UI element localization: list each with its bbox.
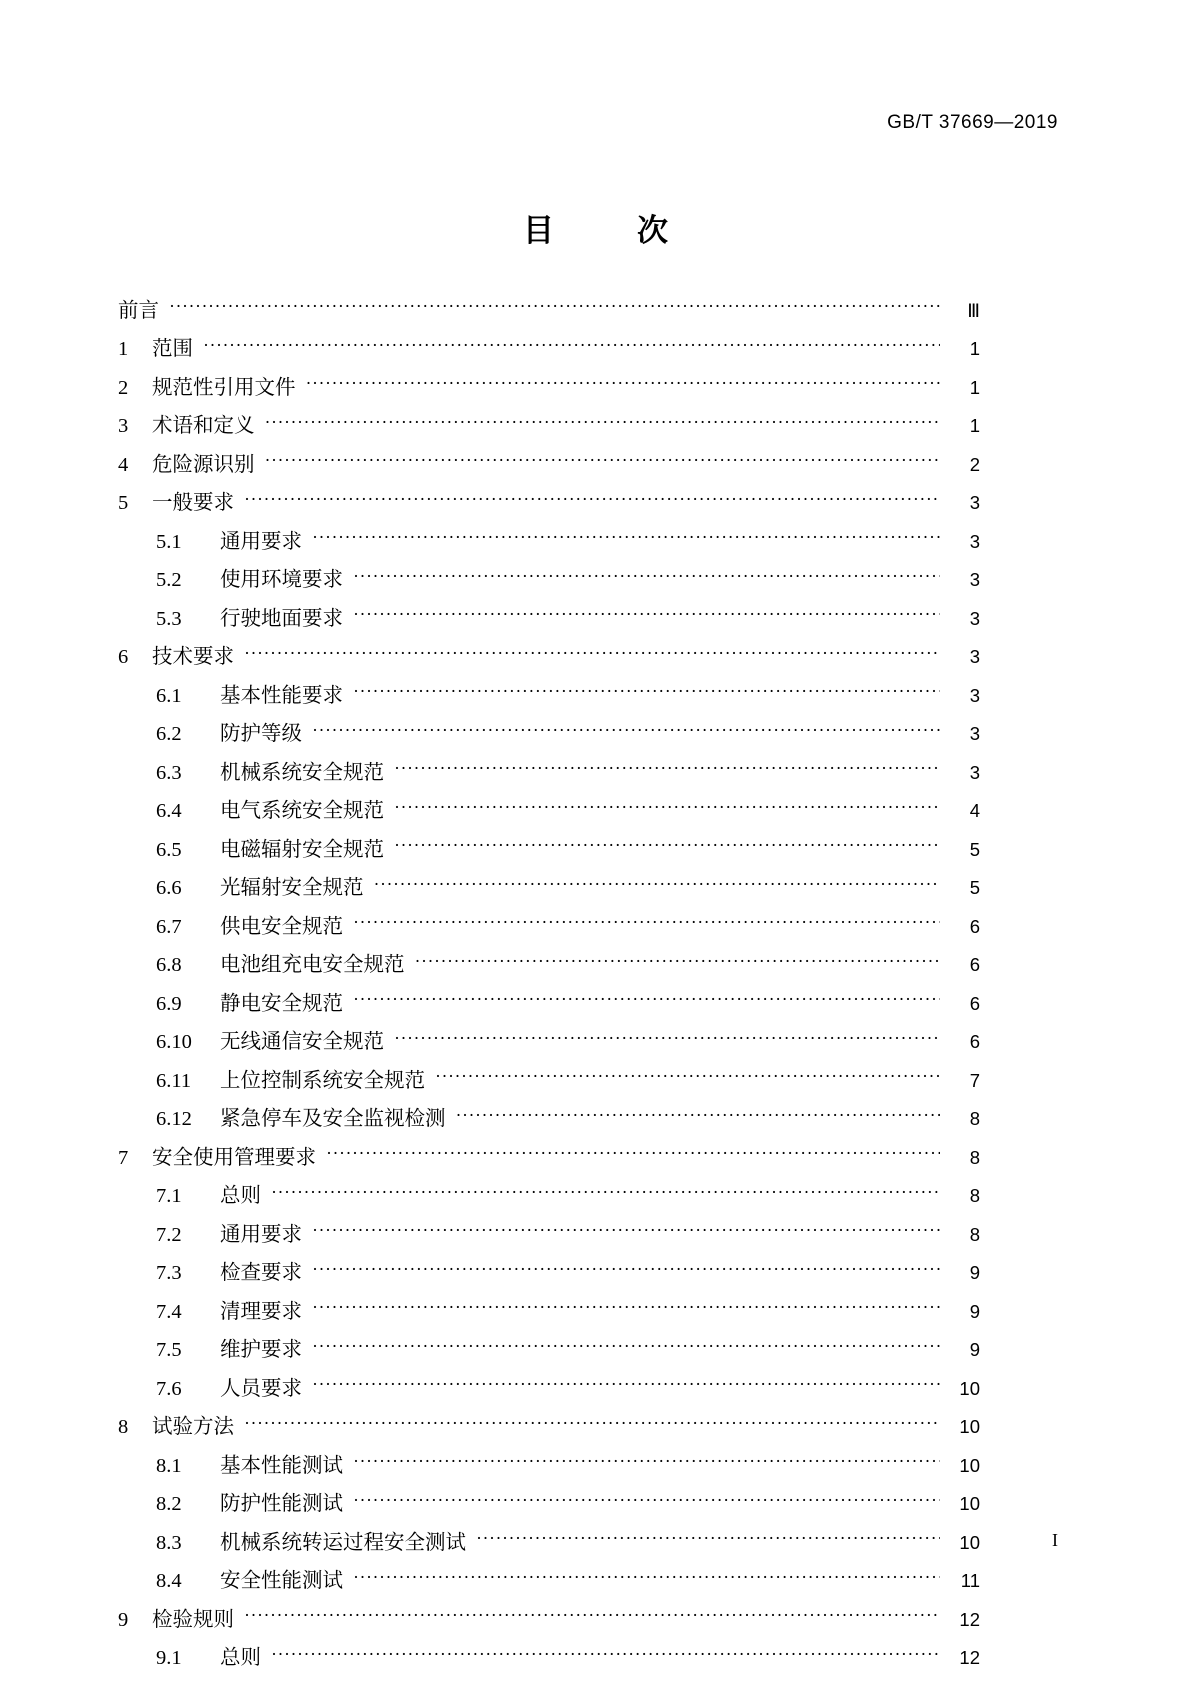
toc-entry-title: 静电安全规范 xyxy=(220,992,343,1015)
toc-entry-page: Ⅲ xyxy=(967,301,980,322)
toc-entry-title: 术语和定义 xyxy=(152,415,255,437)
toc-entry-page: 8 xyxy=(969,1108,980,1129)
toc-entry-title: 范围 xyxy=(152,338,193,360)
toc-entry-title: 检验规则 xyxy=(152,1608,234,1631)
toc-entry-title: 光辐射安全规范 xyxy=(220,877,364,899)
toc-entry-page: 10 xyxy=(959,1454,980,1476)
toc-entry-page: 3 xyxy=(969,723,980,744)
toc-entry-page: 9 xyxy=(969,1262,980,1283)
toc-entry-page: 2 xyxy=(969,453,980,475)
toc-entry-page: 12 xyxy=(959,1608,980,1630)
toc-entry-number: 6.7 xyxy=(156,915,182,938)
toc-entry-title: 危险源识别 xyxy=(152,453,255,476)
toc-entry-title: 供电安全规范 xyxy=(220,915,343,938)
toc-entry-number: 7.5 xyxy=(156,1339,182,1361)
toc-leader-dots xyxy=(265,412,941,433)
toc-entry[interactable] xyxy=(118,951,980,990)
toc-entry-title: 电磁辐射安全规范 xyxy=(220,838,384,861)
toc-entry-page: 10 xyxy=(959,1377,980,1399)
toc-leader-dots xyxy=(353,566,940,587)
toc-entry-page: 5 xyxy=(969,877,980,898)
toc-entry-title: 无线通信安全规范 xyxy=(220,1031,384,1053)
toc-leader-dots xyxy=(306,373,941,394)
toc-leader-dots xyxy=(394,835,940,856)
toc-entry[interactable] xyxy=(118,450,980,489)
toc-leader-dots xyxy=(353,1567,940,1588)
toc-leader-dots xyxy=(312,1220,940,1241)
toc-entry-title: 紧急停车及安全监视检测 xyxy=(220,1108,446,1130)
toc-leader-dots xyxy=(244,643,940,664)
toc-entry-number: 2 xyxy=(118,376,129,399)
toc-entry[interactable] xyxy=(118,989,980,1028)
toc-entry-number: 6.9 xyxy=(156,992,182,1015)
toc-entry[interactable] xyxy=(118,527,980,566)
toc-entry-page: 3 xyxy=(969,761,980,783)
toc-leader-dots xyxy=(415,951,941,972)
toc-entry[interactable] xyxy=(118,835,980,874)
footer-page-number: I xyxy=(1052,1530,1058,1550)
toc-entry-number: 7.4 xyxy=(156,1300,182,1323)
toc-leader-dots xyxy=(265,450,941,471)
toc-entry-page: 9 xyxy=(969,1339,980,1360)
toc-entry-title: 维护要求 xyxy=(220,1339,302,1361)
toc-entry-page: 10 xyxy=(959,1493,980,1514)
toc-entry-title: 通用要求 xyxy=(220,1223,302,1246)
toc-entry-number: 8.1 xyxy=(156,1454,182,1477)
toc-entry[interactable] xyxy=(118,720,980,759)
toc-entry-number: 6.6 xyxy=(156,877,182,899)
toc-entry-number: 5.2 xyxy=(156,569,182,591)
toc-entry-title: 防护等级 xyxy=(220,723,302,745)
toc-entry-number: 8.2 xyxy=(156,1493,182,1515)
toc-entry[interactable] xyxy=(118,1259,980,1298)
toc-entry-number: 8.3 xyxy=(156,1531,182,1554)
toc-entry[interactable] xyxy=(118,1028,980,1067)
toc-leader-dots xyxy=(353,604,940,625)
toc-entry-number: 6 xyxy=(118,646,129,668)
toc-entry-page: 3 xyxy=(969,684,980,706)
toc-leader-dots xyxy=(271,1644,940,1665)
toc-entry-title: 基本性能要求 xyxy=(220,684,343,707)
toc-entry[interactable] xyxy=(118,1220,980,1259)
toc-entry[interactable] xyxy=(118,681,980,720)
toc-entry[interactable] xyxy=(118,874,980,913)
toc-leader-dots xyxy=(353,1451,940,1472)
toc-entry-number: 6.12 xyxy=(156,1108,192,1130)
toc-entry-page: 8 xyxy=(969,1223,980,1245)
toc-entry-title: 检查要求 xyxy=(220,1262,302,1284)
toc-entry-title: 总则 xyxy=(220,1647,261,1669)
toc-entry-title: 基本性能测试 xyxy=(220,1454,343,1477)
toc-entry-number: 6.8 xyxy=(156,954,182,976)
toc-leader-dots xyxy=(394,758,940,779)
toc-entry-page: 9 xyxy=(969,1300,980,1322)
toc-leader-dots xyxy=(312,1259,940,1280)
toc-leader-dots xyxy=(312,720,940,741)
toc-entry-number: 5.1 xyxy=(156,530,182,553)
toc-entry-number: 5 xyxy=(118,492,129,514)
toc-entry-title: 前言 xyxy=(118,299,159,322)
toc-entry-number: 6.1 xyxy=(156,684,182,707)
toc-entry[interactable] xyxy=(118,489,980,528)
standard-code-header: GB/T 37669—2019 xyxy=(887,112,1058,133)
toc-entry-title: 电池组充电安全规范 xyxy=(220,954,405,976)
toc-entry-number: 7.6 xyxy=(156,1377,182,1400)
toc-entry[interactable] xyxy=(118,1105,980,1144)
toc-entry[interactable] xyxy=(118,1490,980,1529)
toc-entry-page: 7 xyxy=(969,1069,980,1091)
toc-entry[interactable] xyxy=(118,1605,980,1644)
toc-leader-dots xyxy=(312,1336,940,1357)
toc-entry-page: 3 xyxy=(969,530,980,552)
toc-entry-number: 9 xyxy=(118,1608,129,1631)
toc-entry-page: 6 xyxy=(969,1031,980,1052)
toc-entry-title: 机械系统转运过程安全测试 xyxy=(220,1531,466,1554)
toc-leader-dots xyxy=(394,797,940,818)
toc-entry-number: 6.11 xyxy=(156,1069,192,1092)
toc-entry-number: 7.1 xyxy=(156,1185,182,1207)
toc-entry[interactable] xyxy=(118,1451,980,1490)
toc-entry[interactable] xyxy=(118,1374,980,1413)
toc-entry-page: 1 xyxy=(969,415,980,436)
toc-leader-dots xyxy=(312,527,940,548)
toc-entry-page: 3 xyxy=(969,492,980,513)
toc-entry[interactable] xyxy=(118,1143,980,1182)
toc-entry-page: 8 xyxy=(969,1146,980,1168)
toc-entry-title: 防护性能测试 xyxy=(220,1493,343,1515)
toc-entry-number: 7 xyxy=(118,1146,129,1169)
toc-entry[interactable] xyxy=(118,566,980,605)
toc-entry-number: 3 xyxy=(118,415,129,437)
toc-entry-title: 安全性能测试 xyxy=(220,1570,343,1592)
toc-entry-title: 清理要求 xyxy=(220,1300,302,1323)
toc-entry[interactable] xyxy=(118,1413,980,1452)
toc-entry-page: 6 xyxy=(969,954,980,975)
toc-leader-dots xyxy=(394,1028,940,1049)
toc-entry-title: 上位控制系统安全规范 xyxy=(220,1069,425,1092)
toc-entry-title: 机械系统安全规范 xyxy=(220,761,384,784)
toc-entry[interactable] xyxy=(118,604,980,643)
toc-entry-number: 6.5 xyxy=(156,838,182,861)
toc-entry-page: 10 xyxy=(959,1531,980,1553)
toc-leader-dots xyxy=(353,1490,940,1511)
toc-entry-number: 6.3 xyxy=(156,761,182,784)
toc-entry[interactable] xyxy=(118,1066,980,1105)
toc-entry-page: 6 xyxy=(969,915,980,937)
toc-entry-number: 6.10 xyxy=(156,1031,192,1053)
toc-entry-number: 6.4 xyxy=(156,800,182,822)
toc-leader-dots xyxy=(326,1143,940,1164)
toc-leader-dots xyxy=(353,989,940,1010)
toc-entry-title: 安全使用管理要求 xyxy=(152,1146,316,1169)
toc-entry[interactable] xyxy=(118,912,980,951)
toc-entry-page: 8 xyxy=(969,1185,980,1206)
toc-entry-page: 11 xyxy=(960,1570,980,1591)
toc-entry-title: 电气系统安全规范 xyxy=(220,800,384,822)
toc-entry-title: 使用环境要求 xyxy=(220,569,343,591)
toc-entry[interactable] xyxy=(118,412,980,451)
toc-entry-page: 10 xyxy=(959,1416,980,1437)
toc-entry[interactable] xyxy=(118,1182,980,1221)
toc-leader-dots xyxy=(244,489,940,510)
toc-leader-dots xyxy=(203,335,940,356)
table-of-contents xyxy=(118,296,980,1682)
toc-entry-page: 6 xyxy=(969,992,980,1014)
toc-entry-number: 5.3 xyxy=(156,607,182,630)
toc-leader-dots xyxy=(353,681,940,702)
toc-entry-number: 6.2 xyxy=(156,723,182,745)
toc-entry-number: 8 xyxy=(118,1416,129,1438)
toc-entry[interactable] xyxy=(118,797,980,836)
toc-leader-dots xyxy=(312,1297,940,1318)
toc-entry-number: 1 xyxy=(118,338,129,360)
toc-entry-page: 4 xyxy=(969,800,980,821)
toc-entry-page: 5 xyxy=(969,838,980,860)
page-title: 目 次 xyxy=(523,213,694,249)
toc-entry[interactable] xyxy=(118,373,980,412)
toc-entry-number: 9.1 xyxy=(156,1647,182,1669)
toc-leader-dots xyxy=(169,296,940,317)
toc-entry[interactable] xyxy=(118,643,980,682)
toc-leader-dots xyxy=(312,1374,940,1395)
toc-entry[interactable] xyxy=(118,296,980,335)
toc-leader-dots xyxy=(353,912,940,933)
toc-leader-dots xyxy=(244,1413,940,1434)
toc-entry-title: 一般要求 xyxy=(152,492,234,514)
toc-leader-dots xyxy=(435,1066,940,1087)
toc-entry-page: 3 xyxy=(969,646,980,667)
toc-entry-title: 行驶地面要求 xyxy=(220,607,343,630)
toc-entry[interactable] xyxy=(118,1644,980,1683)
toc-entry-title: 规范性引用文件 xyxy=(152,376,296,399)
toc-entry-page: 3 xyxy=(969,607,980,629)
toc-entry-number: 7.2 xyxy=(156,1223,182,1246)
toc-entry-title: 试验方法 xyxy=(152,1416,234,1438)
toc-entry-page: 1 xyxy=(969,338,980,359)
toc-entry[interactable] xyxy=(118,1297,980,1336)
toc-entry-number: 7.3 xyxy=(156,1262,182,1284)
toc-entry-page: 12 xyxy=(959,1647,980,1668)
toc-leader-dots xyxy=(271,1182,940,1203)
toc-entry-title: 总则 xyxy=(220,1185,261,1207)
toc-entry[interactable] xyxy=(118,1336,980,1375)
toc-entry[interactable] xyxy=(118,335,980,374)
toc-entry-page: 1 xyxy=(969,376,980,398)
toc-entry-number: 8.4 xyxy=(156,1570,182,1592)
toc-leader-dots xyxy=(374,874,941,895)
toc-entry-number: 4 xyxy=(118,453,129,476)
toc-leader-dots xyxy=(456,1105,941,1126)
toc-entry-page: 3 xyxy=(969,569,980,590)
toc-leader-dots xyxy=(244,1605,940,1626)
toc-leader-dots xyxy=(476,1528,940,1549)
toc-entry[interactable] xyxy=(118,1528,980,1567)
toc-entry-title: 技术要求 xyxy=(152,646,234,668)
toc-entry-title: 人员要求 xyxy=(220,1377,302,1400)
toc-entry-title: 通用要求 xyxy=(220,530,302,553)
toc-entry[interactable] xyxy=(118,1567,980,1606)
toc-entry[interactable] xyxy=(118,758,980,797)
